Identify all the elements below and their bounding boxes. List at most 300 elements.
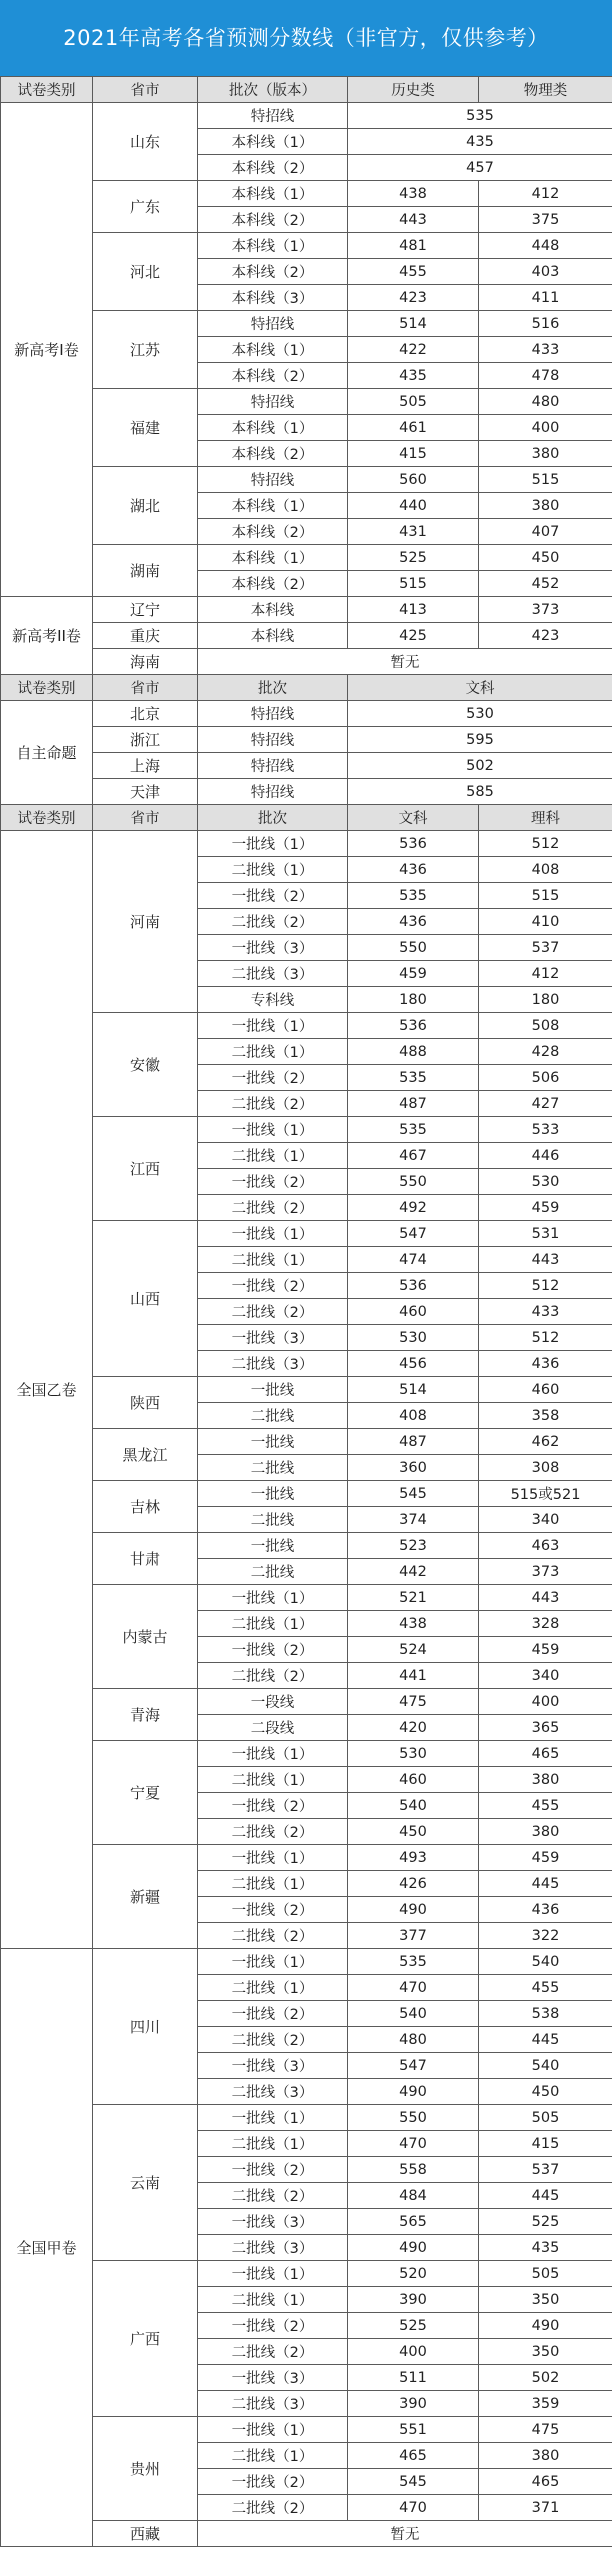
no-data-cell: 暂无 [198,649,612,675]
batch-cell: 一批线（3） [198,935,348,961]
score-cell: 520 [348,2261,479,2287]
score-cell: 456 [348,1351,479,1377]
batch-cell: 本科线（2） [198,571,348,597]
province-cell: 天津 [93,779,198,805]
score-cell: 538 [479,2001,612,2027]
score-cell: 465 [348,2443,479,2469]
table-row [1,233,612,259]
score-cell: 371 [479,2495,612,2521]
batch-cell: 一批线（1） [198,1221,348,1247]
province-cell: 青海 [93,1689,198,1741]
score-cell: 547 [348,2053,479,2079]
batch-cell: 一批线（2） [198,2157,348,2183]
score-cell: 377 [348,1923,479,1949]
score-cell: 530 [348,1741,479,1767]
table-row [1,2261,612,2287]
score-cell: 443 [348,207,479,233]
batch-cell: 二段线 [198,1715,348,1741]
score-cell: 445 [479,2183,612,2209]
batch-cell: 本科线（3） [198,285,348,311]
score-cell: 445 [479,2027,612,2053]
score-cell: 523 [348,1533,479,1559]
score-cell: 475 [348,1689,479,1715]
batch-cell: 本科线（1） [198,337,348,363]
score-cell: 359 [479,2391,612,2417]
batch-cell: 二批线（1） [198,2443,348,2469]
score-cell: 438 [348,1611,479,1637]
score-cell: 450 [479,545,612,571]
table-row [1,1741,612,1767]
score-cell: 461 [348,415,479,441]
province-cell: 福建 [93,389,198,467]
header-cell: 试卷类别 [1,805,93,831]
batch-cell: 二批线（3） [198,961,348,987]
score-cell: 180 [479,987,612,1013]
score-cell: 585 [348,779,612,805]
province-cell: 湖北 [93,467,198,545]
batch-cell: 一段线 [198,1689,348,1715]
page-title: 2021年高考各省预测分数线（非官方，仅供参考） [0,0,612,76]
table-row [1,649,612,675]
score-cell: 514 [348,311,479,337]
province-cell: 山西 [93,1221,198,1377]
batch-cell: 一批线（1） [198,2417,348,2443]
header-cell: 物理类 [479,77,612,103]
batch-cell: 一批线（2） [198,1169,348,1195]
score-cell: 400 [479,415,612,441]
province-cell: 陕西 [93,1377,198,1429]
province-cell: 江苏 [93,311,198,389]
score-cell: 340 [479,1507,612,1533]
province-cell: 湖南 [93,545,198,597]
table-row [1,545,612,571]
batch-cell: 一批线（1） [198,2261,348,2287]
score-cell: 512 [479,831,612,857]
score-cell: 457 [348,155,612,181]
province-cell: 宁夏 [93,1741,198,1845]
header-row [1,77,612,103]
score-cell: 446 [479,1143,612,1169]
table-row [1,2417,612,2443]
score-cell: 525 [348,545,479,571]
score-cell: 540 [479,1949,612,1975]
batch-cell: 一批线（1） [198,831,348,857]
score-cell: 463 [479,1533,612,1559]
batch-cell: 一批线（1） [198,1117,348,1143]
batch-cell: 二批线（3） [198,1351,348,1377]
province-cell: 吉林 [93,1481,198,1533]
score-cell: 455 [479,1793,612,1819]
score-cell: 490 [479,2313,612,2339]
batch-cell: 一批线（3） [198,1325,348,1351]
score-cell: 512 [479,1273,612,1299]
province-cell: 北京 [93,701,198,727]
score-cell: 558 [348,2157,479,2183]
batch-cell: 一批线（1） [198,1949,348,1975]
score-cell: 445 [479,1871,612,1897]
province-cell: 山东 [93,103,198,181]
score-cell: 425 [348,623,479,649]
score-cell: 506 [479,1065,612,1091]
batch-cell: 本科线 [198,597,348,623]
table-row [1,701,612,727]
score-cell: 350 [479,2339,612,2365]
score-cell: 435 [479,2235,612,2261]
score-cell: 545 [348,1481,479,1507]
score-cell: 525 [348,2313,479,2339]
batch-cell: 一批线 [198,1481,348,1507]
score-cell: 535 [348,1949,479,1975]
score-cell: 455 [348,259,479,285]
score-cell: 487 [348,1091,479,1117]
table-row [1,831,612,857]
score-cell: 452 [479,571,612,597]
no-data-cell: 暂无 [198,2521,612,2547]
batch-cell: 二批线（3） [198,2079,348,2105]
batch-cell: 二批线（2） [198,1299,348,1325]
batch-cell: 二批线（1） [198,1871,348,1897]
score-cell: 508 [479,1013,612,1039]
score-cell: 531 [479,1221,612,1247]
score-cell: 540 [348,1793,479,1819]
province-cell: 新疆 [93,1845,198,1949]
batch-cell: 二批线（1） [198,2131,348,2157]
batch-cell: 二批线（2） [198,909,348,935]
batch-cell: 一批线（2） [198,2001,348,2027]
header-row [1,675,612,701]
score-cell: 443 [479,1585,612,1611]
score-cell: 450 [479,2079,612,2105]
score-cell: 380 [479,493,612,519]
batch-cell: 二批线（3） [198,2235,348,2261]
province-cell: 甘肃 [93,1533,198,1585]
category-cell: 新高考I卷 [1,103,93,597]
score-cell: 502 [479,2365,612,2391]
table-row [1,1013,612,1039]
table-row [1,1481,612,1507]
header-cell: 省市 [93,805,198,831]
province-cell: 浙江 [93,727,198,753]
province-cell: 辽宁 [93,597,198,623]
header-cell: 文科 [348,675,612,701]
score-cell: 433 [479,1299,612,1325]
score-cell: 426 [348,1871,479,1897]
score-cell: 540 [348,2001,479,2027]
batch-cell: 一批线（3） [198,2053,348,2079]
score-cell: 488 [348,1039,479,1065]
score-table [0,76,612,2547]
score-cell: 442 [348,1559,479,1585]
score-cell: 536 [348,1013,479,1039]
table-row [1,597,612,623]
batch-cell: 一批线（2） [198,2469,348,2495]
batch-cell: 一批线 [198,1429,348,1455]
score-cell: 415 [479,2131,612,2157]
table-row [1,1689,612,1715]
province-cell: 海南 [93,649,198,675]
table-row [1,779,612,805]
batch-cell: 二批线（2） [198,2339,348,2365]
score-cell: 547 [348,1221,479,1247]
score-cell: 380 [479,1767,612,1793]
score-cell: 490 [348,2235,479,2261]
batch-cell: 二批线（1） [198,1039,348,1065]
score-cell: 470 [348,1975,479,2001]
batch-cell: 本科线（1） [198,181,348,207]
table-row [1,1429,612,1455]
batch-cell: 二批线（2） [198,1819,348,1845]
batch-cell: 二批线（3） [198,2391,348,2417]
score-cell: 365 [479,1715,612,1741]
batch-cell: 二批线 [198,1455,348,1481]
batch-cell: 特招线 [198,753,348,779]
table-row [1,467,612,493]
batch-cell: 本科线（1） [198,415,348,441]
header-cell: 文科 [348,805,479,831]
header-cell: 批次 [198,675,348,701]
score-cell: 448 [479,233,612,259]
score-cell: 550 [348,935,479,961]
score-cell: 525 [479,2209,612,2235]
score-cell: 493 [348,1845,479,1871]
batch-cell: 一批线（3） [198,2209,348,2235]
batch-cell: 特招线 [198,779,348,805]
score-cell: 420 [348,1715,479,1741]
header-cell: 试卷类别 [1,675,93,701]
score-cell: 440 [348,493,479,519]
score-cell: 535 [348,883,479,909]
batch-cell: 二批线（2） [198,2495,348,2521]
score-cell: 438 [348,181,479,207]
batch-cell: 一批线（2） [198,2313,348,2339]
batch-cell: 本科线（1） [198,233,348,259]
batch-cell: 一批线（1） [198,2105,348,2131]
table-row [1,1533,612,1559]
batch-cell: 本科线（2） [198,441,348,467]
batch-cell: 特招线 [198,701,348,727]
table-row [1,2105,612,2131]
table-row [1,1221,612,1247]
batch-cell: 特招线 [198,467,348,493]
score-cell: 180 [348,987,479,1013]
batch-cell: 二批线（2） [198,1091,348,1117]
score-cell: 390 [348,2287,479,2313]
batch-cell: 一批线（1） [198,1845,348,1871]
batch-cell: 一批线（1） [198,1741,348,1767]
category-cell: 新高考II卷 [1,597,93,675]
score-cell: 459 [348,961,479,987]
table-row [1,623,612,649]
table-row [1,103,612,129]
score-cell: 511 [348,2365,479,2391]
province-cell: 西藏 [93,2521,198,2547]
score-cell: 533 [479,1117,612,1143]
batch-cell: 二批线（1） [198,2287,348,2313]
score-table-body [1,77,612,2547]
score-cell: 427 [479,1091,612,1117]
table-row [1,2521,612,2547]
province-cell: 广东 [93,181,198,233]
score-cell: 487 [348,1429,479,1455]
header-cell: 省市 [93,675,198,701]
score-cell: 490 [348,1897,479,1923]
batch-cell: 本科线 [198,623,348,649]
score-cell: 375 [479,207,612,233]
table-row [1,1585,612,1611]
header-cell: 省市 [93,77,198,103]
batch-cell: 一批线 [198,1533,348,1559]
score-cell: 308 [479,1455,612,1481]
score-cell: 550 [348,2105,479,2131]
score-cell: 514 [348,1377,479,1403]
score-cell: 535 [348,103,612,129]
province-cell: 内蒙古 [93,1585,198,1689]
batch-cell: 二批线（2） [198,2183,348,2209]
batch-cell: 二批线（1） [198,1611,348,1637]
score-cell: 480 [479,389,612,415]
score-cell: 436 [348,909,479,935]
score-cell: 408 [348,1403,479,1429]
score-cell: 410 [479,909,612,935]
score-cell: 475 [479,2417,612,2443]
score-cell: 565 [348,2209,479,2235]
score-cell: 373 [479,597,612,623]
score-cell: 470 [348,2495,479,2521]
score-cell: 505 [348,389,479,415]
score-cell: 505 [479,2261,612,2287]
province-cell: 河北 [93,233,198,311]
province-cell: 广西 [93,2261,198,2417]
province-cell: 黑龙江 [93,1429,198,1481]
batch-cell: 特招线 [198,103,348,129]
score-cell: 474 [348,1247,479,1273]
batch-cell: 本科线（2） [198,519,348,545]
table-row [1,1949,612,1975]
header-cell: 批次（版本） [198,77,348,103]
score-cell: 436 [348,857,479,883]
score-cell: 505 [479,2105,612,2131]
score-cell: 380 [479,441,612,467]
score-cell: 484 [348,2183,479,2209]
province-cell: 河南 [93,831,198,1013]
batch-cell: 二批线（2） [198,1663,348,1689]
batch-cell: 本科线（2） [198,207,348,233]
score-cell: 530 [348,1325,479,1351]
score-cell: 512 [479,1325,612,1351]
score-cell: 536 [348,1273,479,1299]
table-row [1,753,612,779]
score-cell: 492 [348,1195,479,1221]
score-cell: 467 [348,1143,479,1169]
score-cell: 478 [479,363,612,389]
table-row [1,389,612,415]
score-cell: 436 [479,1897,612,1923]
score-cell: 460 [348,1299,479,1325]
score-cell: 459 [479,1637,612,1663]
score-cell: 455 [479,1975,612,2001]
province-cell: 上海 [93,753,198,779]
score-cell: 460 [479,1377,612,1403]
score-cell: 545 [348,2469,479,2495]
batch-cell: 特招线 [198,389,348,415]
batch-cell: 专科线 [198,987,348,1013]
score-cell: 358 [479,1403,612,1429]
batch-cell: 一批线（1） [198,1585,348,1611]
score-cell: 481 [348,233,479,259]
batch-cell: 一批线（2） [198,1637,348,1663]
score-cell: 431 [348,519,479,545]
score-cell: 407 [479,519,612,545]
score-cell: 537 [479,935,612,961]
score-cell: 360 [348,1455,479,1481]
batch-cell: 一批线（3） [198,2365,348,2391]
batch-cell: 本科线（1） [198,545,348,571]
score-cell: 515或521 [479,1481,612,1507]
score-cell: 551 [348,2417,479,2443]
table-row [1,1845,612,1871]
score-cell: 390 [348,2391,479,2417]
score-cell: 515 [348,571,479,597]
batch-cell: 特招线 [198,311,348,337]
score-cell: 422 [348,337,479,363]
score-cell: 535 [348,1117,479,1143]
province-cell: 江西 [93,1117,198,1221]
score-cell: 465 [479,2469,612,2495]
batch-cell: 一批线（2） [198,883,348,909]
table-row [1,181,612,207]
batch-cell: 二批线（1） [198,1143,348,1169]
score-cell: 502 [348,753,612,779]
score-cell: 441 [348,1663,479,1689]
score-cell: 521 [348,1585,479,1611]
score-cell: 537 [479,2157,612,2183]
score-cell: 403 [479,259,612,285]
province-cell: 重庆 [93,623,198,649]
score-cell: 470 [348,2131,479,2157]
score-cell: 550 [348,1169,479,1195]
score-cell: 412 [479,961,612,987]
batch-cell: 二批线 [198,1403,348,1429]
header-cell: 理科 [479,805,612,831]
score-cell: 423 [348,285,479,311]
score-cell: 524 [348,1637,479,1663]
batch-cell: 二批线（1） [198,1975,348,2001]
score-cell: 535 [348,1065,479,1091]
batch-cell: 本科线（2） [198,259,348,285]
score-cell: 560 [348,467,479,493]
batch-cell: 二批线（2） [198,1923,348,1949]
score-cell: 595 [348,727,612,753]
score-cell: 408 [479,857,612,883]
score-cell: 380 [479,2443,612,2469]
province-cell: 安徽 [93,1013,198,1117]
batch-cell: 本科线（2） [198,155,348,181]
province-cell: 贵州 [93,2417,198,2521]
batch-cell: 二批线（1） [198,1247,348,1273]
batch-cell: 一批线（2） [198,1273,348,1299]
batch-cell: 一批线 [198,1377,348,1403]
score-cell: 536 [348,831,479,857]
score-cell: 428 [479,1039,612,1065]
batch-cell: 本科线（1） [198,129,348,155]
header-cell: 批次 [198,805,348,831]
score-cell: 328 [479,1611,612,1637]
score-cell: 413 [348,597,479,623]
province-cell: 四川 [93,1949,198,2105]
batch-cell: 一批线（2） [198,1065,348,1091]
category-cell: 全国甲卷 [1,1949,93,2547]
score-cell: 340 [479,1663,612,1689]
